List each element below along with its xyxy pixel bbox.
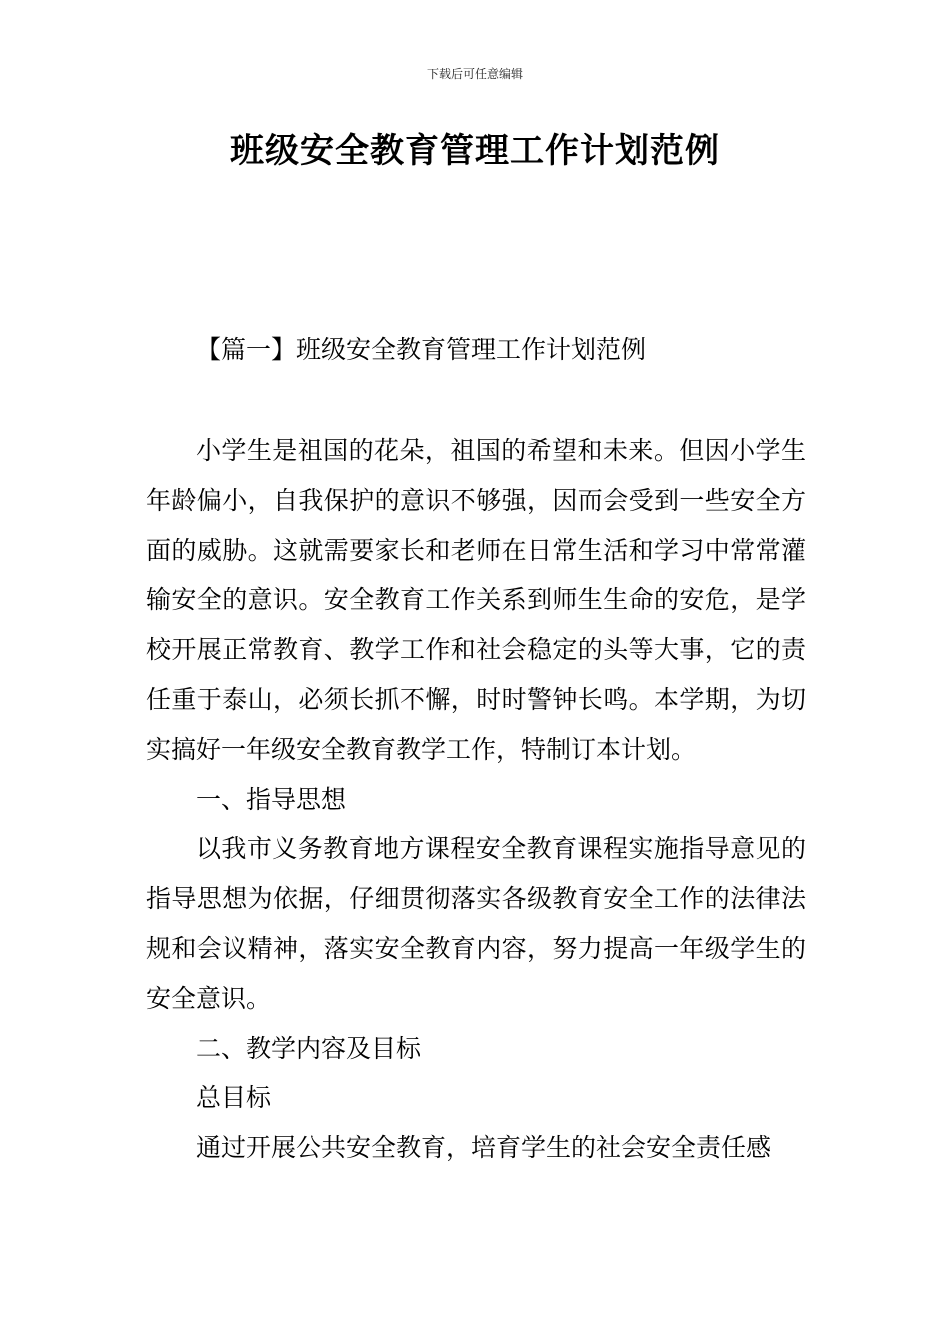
document-body bbox=[146, 426, 806, 1173]
header-note: 下载后可任意编辑 bbox=[426, 67, 523, 81]
guiding-ideology-paragraph: 以我市义务教育地方课程安全教育课程实施指导意见的指导思想为依据，仔细贯彻落实各级教育安全工作的法律法规和会议精神，落实安全教育内容，努力提高一年级学生的安全意识。 bbox=[146, 834, 806, 1013]
heading-content-and-goals: 二、教学内容及目标 bbox=[196, 1033, 422, 1063]
section-title: 【篇一】班级安全教育管理工作计划范例 bbox=[196, 335, 647, 364]
intro-paragraph: 小学生是祖国的花朵，祖国的希望和未来。但因小学生年龄偏小，自我保护的意识不够强，因而会受到一些安全方面的威胁。这就需要家长和老师在日常生活和学习中常常灌输安全的意识。安全教育工作关系到师生生命的安危，是学校开展正常教育、教学工作和社会稳定的头等大事，它的责任重于泰山，必须长抓不懈，时时警钟长鸣。本学期，为切实搞好一年级安全教育教学工作，特制订本计划。 bbox=[146, 436, 806, 764]
heading-guiding-ideology: 一、指导思想 bbox=[196, 784, 347, 814]
document-title: 班级安全教育管理工作计划范例 bbox=[230, 131, 720, 171]
heading-overall-goal: 总目标 bbox=[196, 1083, 272, 1113]
overall-goal-paragraph: 通过开展公共安全教育，培育学生的社会安全责任感 bbox=[196, 1133, 772, 1163]
